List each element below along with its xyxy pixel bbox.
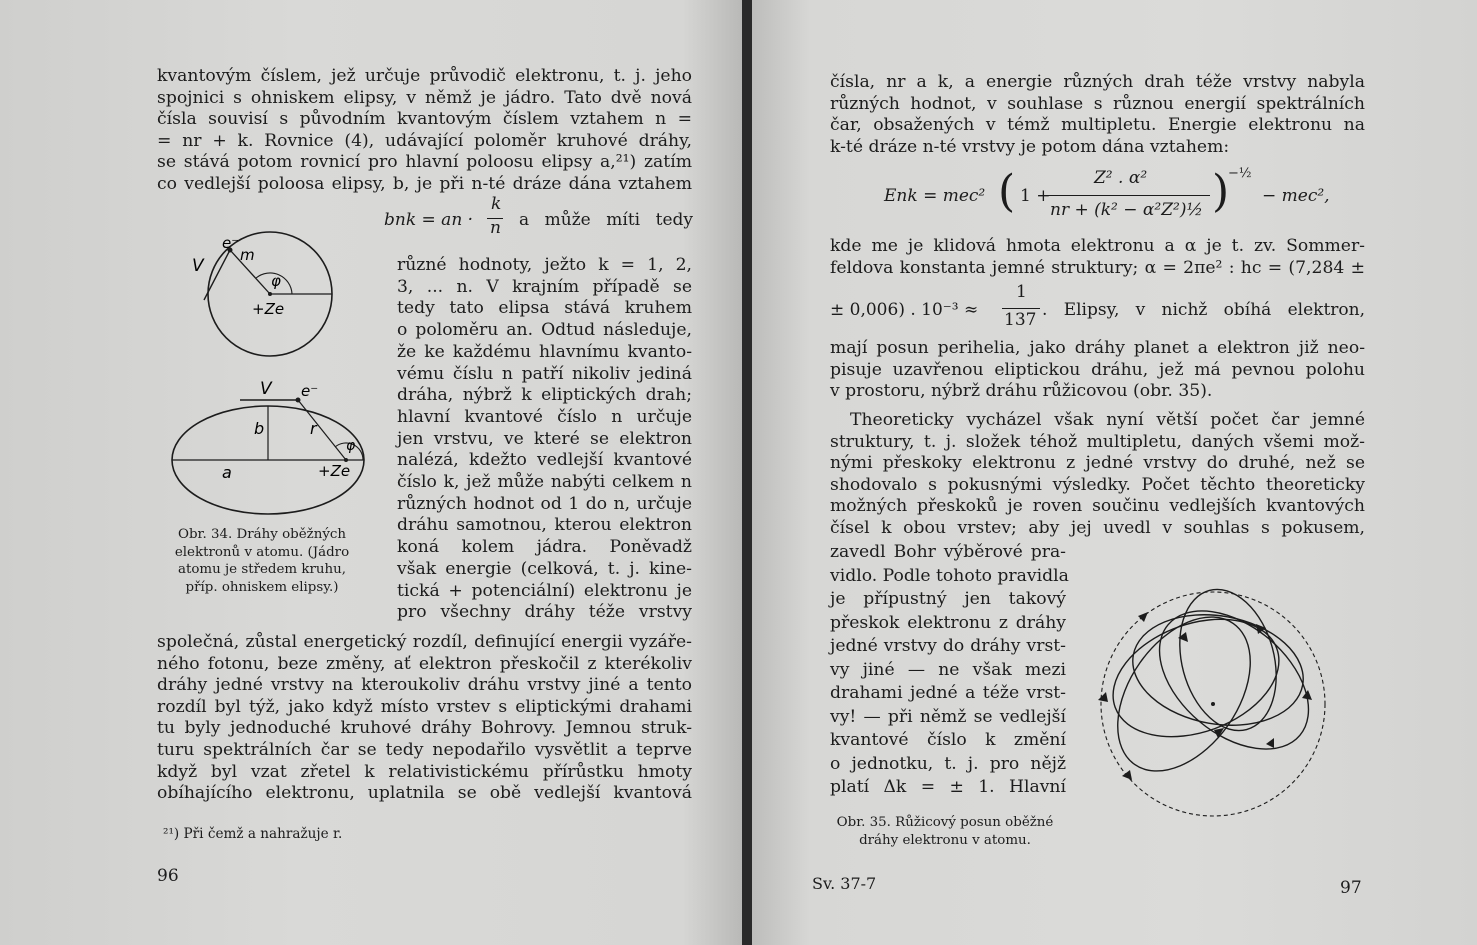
text-line: vému číslu n patří nikoliv jediná: [397, 363, 692, 384]
text-line: tická + potenciální) elektronu je: [397, 580, 692, 601]
text-line: číslo k, jež může nabýti celkem n: [397, 472, 692, 493]
text-line: platí Δk = ± 1. Hlavní: [830, 777, 1066, 797]
right-para-theory: [830, 410, 1365, 540]
direction-arrows: [1098, 612, 1312, 780]
energy-exponent: −½: [1228, 166, 1252, 181]
text-line: co vedlejší poloosa elipsy, b, je při n-té dráze dána vztahem: [157, 173, 692, 194]
text-line: jen vrstvu, ve které se elektron: [397, 428, 692, 449]
elliptic-orbit-figure: [172, 379, 364, 514]
left-paren: (: [998, 166, 1016, 217]
left-column-paragraph: [397, 255, 692, 624]
right-paren: ): [1212, 166, 1230, 217]
right-mid-lines: [830, 236, 1365, 279]
nucleus-dot: [1211, 702, 1215, 706]
figure-35-caption: [820, 814, 1070, 849]
nucleus-dot: [268, 292, 272, 296]
ellipse-label-ze: +Ze: [318, 462, 351, 480]
ellipse-label-r: r: [310, 419, 317, 438]
arrow-mark: [1098, 692, 1108, 702]
ellipse-label-v: V: [260, 379, 272, 399]
velocity-vector: [204, 250, 230, 300]
circle-label-phi: φ: [271, 272, 281, 290]
text-line: hlavní kvantové číslo n určuje: [397, 406, 692, 427]
text-line: čísla souvisí s původním kvantovým číslem vztahem n =: [157, 109, 692, 130]
text-line: struktury, t. j. složek téhož multipletu, daných všemi mož-: [830, 431, 1365, 452]
page-number-right: 97: [1340, 878, 1362, 898]
circle-orbit-figure: [192, 232, 332, 356]
text-line: nými přeskoky elektronu z jedné vrstvy do druhé, než se: [830, 453, 1365, 474]
text-line: je přípustný jen takový: [830, 589, 1066, 609]
text-line: 3, ... n. V krajním případě se: [397, 276, 692, 297]
text-line: shodovalo s pokusnými výsledky. Počet těchto theoreticky: [830, 474, 1365, 495]
text-line: ného fotonu, beze změny, ať elektron přeskočil z kterékoliv: [157, 653, 692, 674]
text-line: dráhu samotnou, kterou elektron: [397, 515, 692, 536]
left-bottom-paragraph: [157, 632, 692, 805]
text-line: čísel k obou vrstev; aby jej uvedl v souhlas s pokusem,: [830, 517, 1365, 538]
text-line: se stává potom rovnicí pro hlavní poloosu elipsy a,²¹) zatím: [157, 152, 692, 173]
arrow-mark: [1266, 738, 1274, 748]
constant-part-a: ± 0,006) . 10⁻³ ≈: [830, 300, 979, 320]
book-gutter: [742, 0, 752, 945]
circle-label-v: V: [192, 256, 204, 276]
circle-label-m: m: [240, 246, 255, 264]
equation-lhs: bnk = an ·: [384, 210, 474, 230]
text-line: Theoreticky vycházel však nyní větší počet čar jemné: [850, 410, 1365, 430]
figure-34-diagram: [168, 228, 378, 518]
figure-34-caption: [148, 526, 376, 596]
text-line: jedné vrstvy do dráhy vrst-: [830, 636, 1066, 656]
text-line: vy! — při němž se vedlejší: [830, 706, 1066, 727]
text-line: však energie (celková, t. j. kine-: [397, 558, 692, 579]
text-line: feldova konstanta jemné struktury; α = 2πe² : hc = (7,284 ±: [830, 257, 1365, 278]
equation-denominator: n: [490, 218, 501, 238]
energy-fraction-bar: [1048, 195, 1210, 196]
text-line: kvantovým číslem, jež určuje průvodič elektronu, t. j. jeho: [157, 66, 692, 86]
text-line: různých hodnot, v souhlase s různou energií spektrálních: [830, 93, 1365, 114]
text-line: že ke každému hlavnímu kvanto-: [397, 341, 692, 362]
text-line: když byl vzat zřetel k relativistickému přírůstku hmoty: [157, 761, 692, 782]
ellipse-label-b: b: [254, 419, 265, 438]
energy-tail: − mec²,: [1262, 186, 1330, 206]
text-line: obíhajícího elektronu, uplatnila se obě vedlejší kvantová: [157, 783, 692, 804]
text-line: společná, zůstal energetický rozdíl, definující energii vyzáře-: [157, 632, 692, 652]
ellipse-label-e: e⁻: [301, 382, 319, 400]
equation-rhs: a může míti tedy: [519, 210, 693, 230]
energy-numerator: Z² . α²: [1094, 168, 1148, 188]
left-top-paragraph: [157, 66, 692, 196]
text-line: možných přeskoků je roven součinu vedlejších kvantových: [830, 496, 1365, 517]
caption-line: dráhy elektronu v atomu.: [859, 832, 1031, 848]
ellipse-electron-dot: [296, 398, 301, 403]
energy-lhs: Enk = mec²: [884, 186, 986, 206]
constant-line: [830, 284, 1365, 334]
text-line: čísla, nr a k, a energie různých drah téže vrstvy nabyla: [830, 72, 1365, 92]
circle-label-ze: +Ze: [252, 300, 285, 318]
text-line: vidlo. Podle tohoto pravidla: [830, 565, 1069, 586]
right-page: [752, 0, 1477, 945]
constant-denominator: 137: [1004, 310, 1037, 330]
rosette-ellipse: [1124, 602, 1312, 738]
arrow-mark: [1302, 690, 1312, 700]
rosette-ellipses: [1090, 580, 1334, 795]
signature-mark: Sv. 37-7: [812, 874, 877, 893]
ellipse-label-a: a: [222, 463, 232, 482]
arrow-mark: [1138, 612, 1148, 622]
text-line: k-té dráze n-té vrstvy je potom dána vztahem:: [830, 136, 1230, 157]
caption-line: elektronů v atomu. (Jádro: [174, 544, 350, 560]
caption-line: Obr. 35. Růžicový posun oběžné: [836, 815, 1054, 830]
text-line: pro všechny dráhy téže vrstvy: [397, 602, 692, 623]
energy-denominator: nr + (k² − α²Z²)½: [1050, 200, 1203, 220]
constant-numerator: 1: [1016, 282, 1027, 302]
one-plus: 1 +: [1020, 186, 1051, 206]
equation-numerator: k: [491, 194, 502, 214]
text-line: kde me je klidová hmota elektronu a α je t. zv. Sommer-: [830, 236, 1365, 256]
caption-line: příp. ohniskem elipsy.): [185, 579, 339, 595]
constant-part-b: . Elipsy, v nichž obíhá elektron,: [1042, 300, 1365, 320]
semi-minor-axis-equation: [384, 196, 694, 246]
text-line: mají posun perihelia, jako dráhy planet a elektron již neo-: [830, 338, 1365, 358]
text-line: různé hodnoty, ježto k = 1, 2,: [397, 255, 692, 275]
text-line: zavedl Bohr výběrové pra-: [830, 542, 1066, 562]
text-line: vy jiné — ne však mezi: [830, 659, 1066, 680]
ellipse-label-phi: φ: [346, 438, 356, 454]
text-line: drahami jedné a téže vrst-: [830, 683, 1066, 703]
text-line: dráhy jedné vrstvy na kteroukoliv dráhu vrstvy jiné a tento: [157, 675, 692, 696]
right-top-paragraph: [830, 72, 1365, 158]
text-line: o poloměru an. Odtud následuje,: [397, 320, 692, 341]
circle-label-e: e⁻: [222, 234, 240, 252]
rosette-ellipse: [1097, 598, 1296, 758]
caption-line: Obr. 34. Dráhy oběžných: [177, 527, 347, 542]
text-line: nalézá, kdežto vedlejší kvantové: [397, 450, 692, 471]
text-line: = nr + k. Rovnice (4), udávající poloměr kruhové dráhy,: [157, 130, 692, 151]
text-line: tedy tato elipsa stává kruhem: [397, 298, 692, 319]
constant-fraction-bar: [1002, 308, 1040, 309]
figure-35-rosette-diagram: [1078, 580, 1348, 820]
text-line: čar, obsažených v témž multipletu. Energie elektronu na: [830, 115, 1365, 136]
text-line: přeskok elektronu z dráhy: [830, 612, 1066, 633]
text-line: tu byly jednoduché kruhové dráhy Bohrovy. Jemnou struk-: [157, 718, 692, 739]
right-para-perihelion: [830, 338, 1365, 403]
text-line: o jednotku, t. j. pro nějž: [830, 753, 1066, 774]
text-line: pisuje uzavřenou eliptickou dráhu, jež má pevnou polohu: [830, 359, 1365, 380]
text-line: kvantové číslo k změní: [830, 730, 1066, 750]
text-line: v prostoru, nýbrž dráhu růžicovou (obr. 35).: [830, 381, 1213, 402]
arrow-mark: [1122, 770, 1132, 780]
text-line: koná kolem jádra. Poněvadž: [397, 537, 692, 558]
caption-line: atomu je středem kruhu,: [177, 562, 346, 577]
footnote: ²¹) Při čemž a nahražuje r.: [163, 826, 343, 842]
text-line: různých hodnot od 1 do n, určuje: [397, 493, 692, 514]
energy-equation: [884, 164, 1354, 228]
focal-radius: [298, 400, 346, 460]
text-line: rozdíl byl týž, jako když místo vrstev s eliptickými drahami: [157, 696, 692, 717]
text-line: spojnici s ohniskem elipsy, v němž je jádro. Tato dvě nová: [157, 87, 692, 108]
rosette-ellipse: [1133, 583, 1334, 776]
text-line: dráha, nýbrž k eliptických drah;: [397, 385, 692, 406]
page-number-left: 96: [157, 866, 179, 886]
text-line: turu spektrálních čar se tedy nepodařilo vysvětlit a teprve: [157, 739, 692, 760]
right-narrow-column: [830, 541, 1069, 800]
